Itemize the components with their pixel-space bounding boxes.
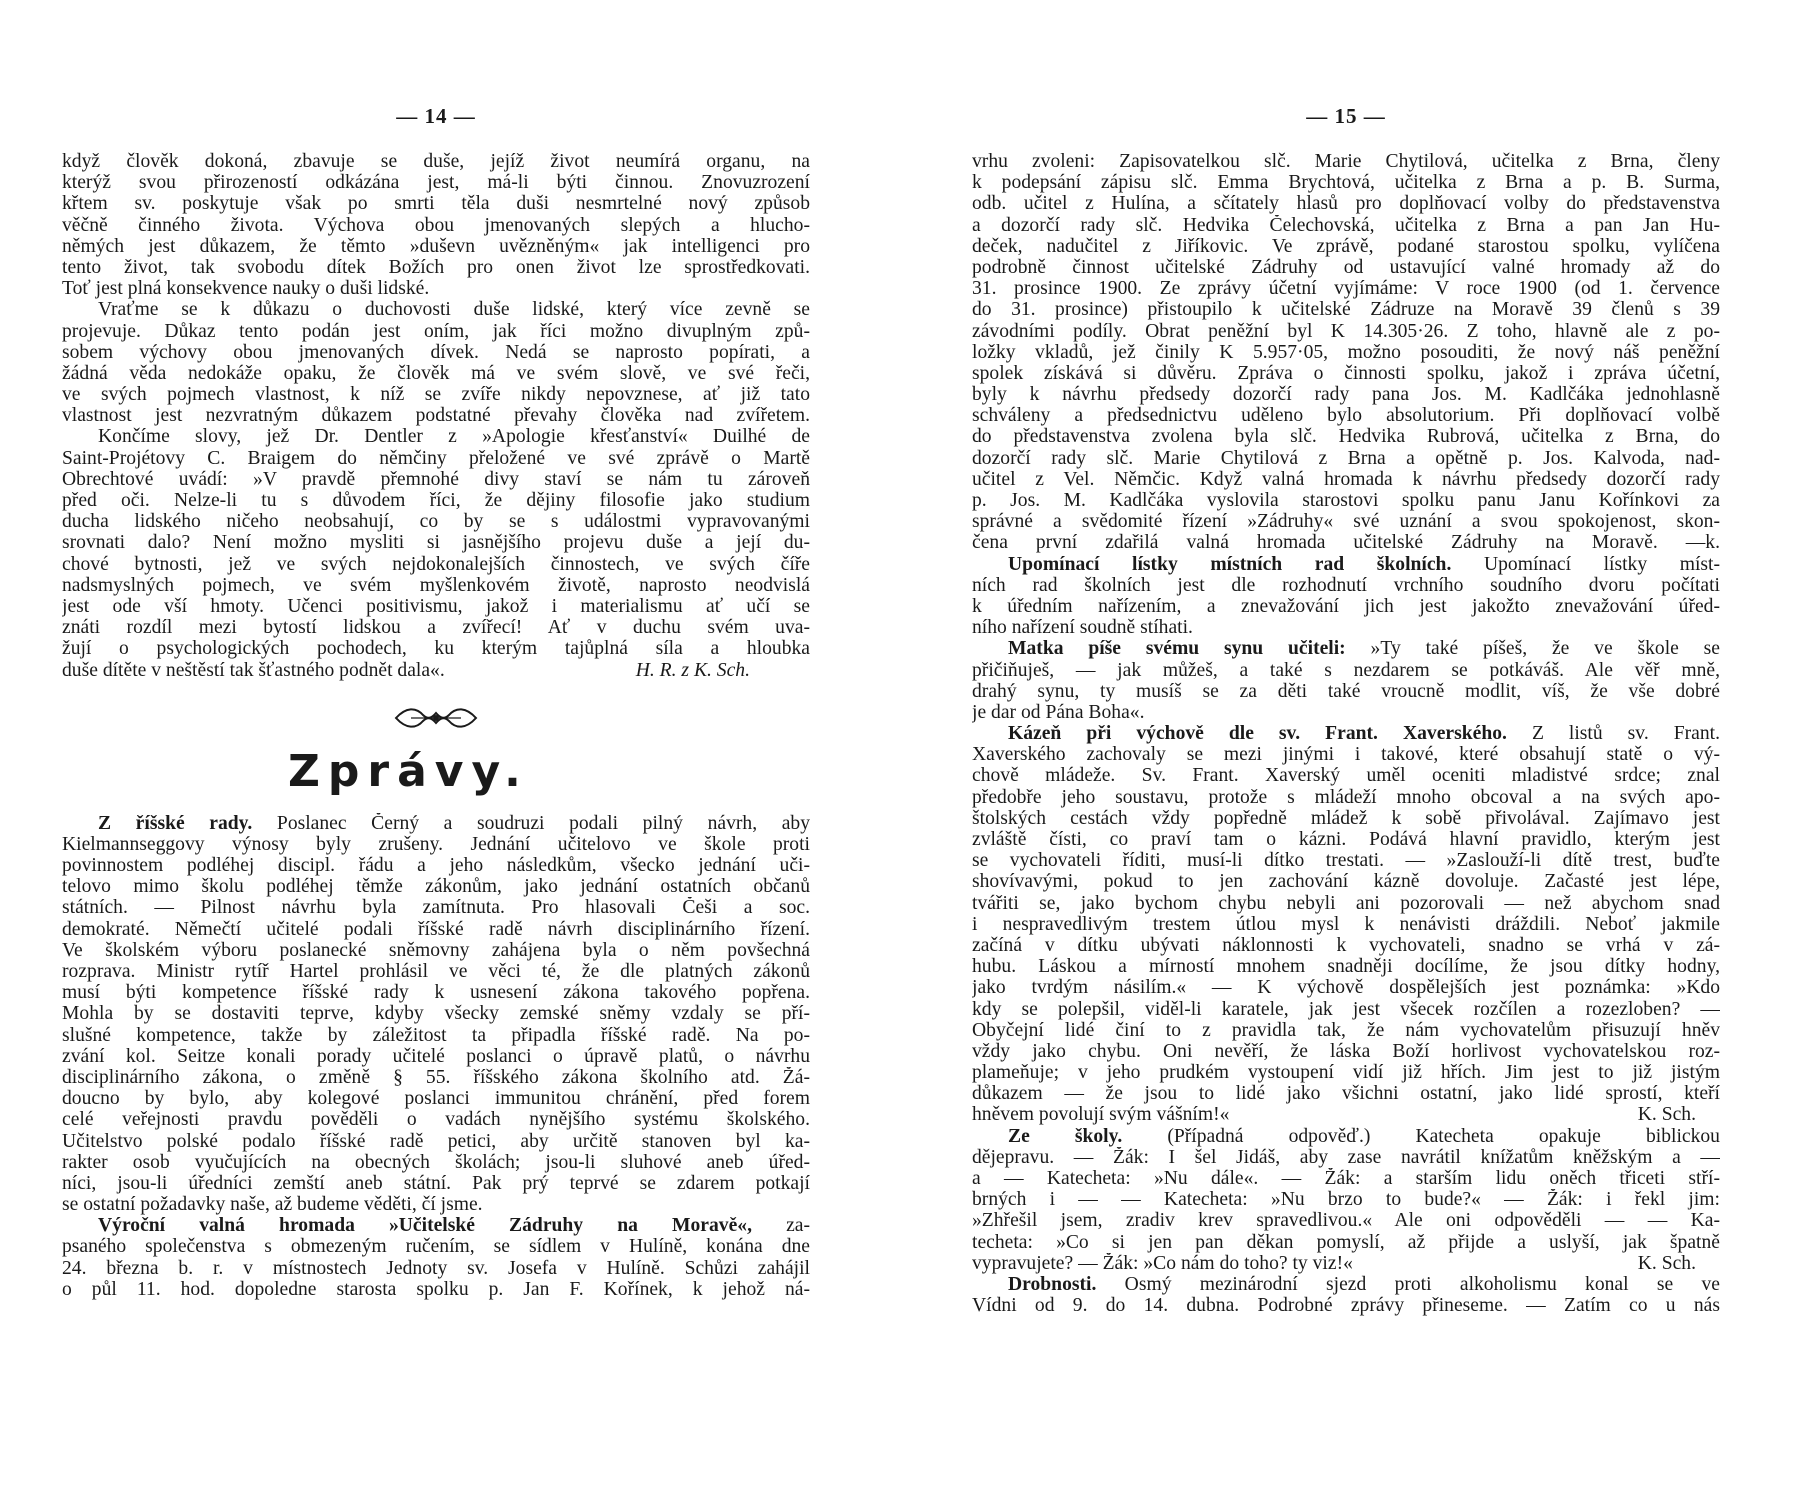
text-line: rozprava. Ministr rytíř Hartel prohlásil ve věci té, že dle platných zákonů bbox=[62, 961, 810, 982]
text-line: tvářiti se, jako bychom chybu nebyli ani pozorovali — než abychom snad bbox=[972, 892, 1720, 914]
text-line: tento život, tak svobodu dítek Božích pro onen život lze sprostředkovati. bbox=[62, 256, 810, 278]
page-number: — 14 — bbox=[396, 104, 476, 128]
text-line: kterýž svou přirozeností odkázána jest, má-li býti činnou. Znovuzrození bbox=[62, 172, 810, 194]
text-line: a dozorčí rady slč. Hedvika Čelechovská, učitelka z Brna a pan Jan Hu- bbox=[972, 214, 1720, 236]
text-line: před oči. Nelze-li tu s důvodem říci, že dějiny filosofie jako studium bbox=[62, 490, 810, 511]
author-signature: H. R. z K. Sch. bbox=[635, 659, 750, 681]
text-line: závodními podíly. Obrat peněžní byl K 14.305·26. Z toho, hlavně ale z po- bbox=[972, 320, 1720, 342]
news-column bbox=[62, 813, 810, 1300]
text-fragment: Z listů sv. Frant. bbox=[1531, 723, 1720, 745]
text-line: sobem výchovy obou jmenovaných dívek. Nedá se naprosto popírati, a bbox=[62, 341, 810, 363]
news-heading: Výroční valná hromada »Učitelské Zádruhy na Moravě«, bbox=[98, 1215, 752, 1237]
news-heading: Upomínací lístky místních rad školních. bbox=[1008, 553, 1452, 575]
text-line: telovo mimo školu podléhej těmže zákonům, jako jednání ostatních občanů bbox=[62, 876, 810, 898]
text-line: p. Jos. M. Kadlčáka vyslovila starostovi spolku panu Janu Kořínkovi za bbox=[972, 490, 1720, 511]
text-line: je dar od Pána Boha«. bbox=[972, 701, 1145, 723]
text-fragment: vypravujete? — Žák: »Co nám do toho? ty viz!« bbox=[972, 1252, 1353, 1274]
text-line: byly k návrhu předsedy dozorčí rady pana Jos. M. Kadlčáka jednohlasně bbox=[972, 384, 1720, 406]
text-line: i nespravedlivým trestem útlou mysl k nenávisti dráždili. Neboť jakmile bbox=[972, 913, 1720, 935]
text-line: deček, nadučitel z Jiříkovic. Ve zprávě, podané starostou spolku, vylíčena bbox=[972, 235, 1720, 257]
text-fragment: Osmý mezinárodní sjezd proti alkoholismu konal se ve bbox=[1124, 1273, 1720, 1295]
text-line: žádná věda nedokáže opaku, že člověk má ve svém slově, ve své řeči, bbox=[62, 362, 810, 384]
text-line: vlastnost jest nezvratným důkazem podstatné převahy člověka nad zvířetem. bbox=[62, 405, 810, 427]
text-line: povinnostem podléhej discipl. řádu a jeho následkům, všecko jednání uči- bbox=[62, 855, 810, 877]
text-line: věčně činného života. Výchova obou jmenovaných slepých a hlucho- bbox=[62, 214, 810, 236]
text-line: němých jest důkazem, že těmto »duševn uvězněným« jak intelligenci pro bbox=[62, 235, 810, 257]
text-line: do představenstva zvolena byla slč. Hedvika Rubrová, učitelka z Brna, do bbox=[972, 426, 1720, 448]
left-text-column bbox=[62, 151, 810, 681]
text-line: k úředním nařízením, a znevažování jich jest jakožto znevažování úřed- bbox=[972, 595, 1720, 617]
text-line: Xaverského zachovaly se mezi jinými i takové, které obsahují statě o vý- bbox=[972, 744, 1720, 766]
text-fragment: hněvem povolují svým vášním!« bbox=[972, 1104, 1230, 1126]
news-heading: Kázeň při výchově dle sv. Frant. Xaverského. bbox=[1008, 723, 1507, 745]
text-line: ložky vkladů, jež činily K 5.957·05, možno posouditi, že nový náš peněžní bbox=[972, 341, 1720, 363]
text-line: 24. března b. r. v místnostech Jednoty sv. Josefa v Hulíně. Schůzi zahájil bbox=[62, 1257, 810, 1279]
news-heading: Matka píše svému synu učiteli: bbox=[1008, 638, 1346, 660]
text-line: hubu. Láskou a mírností mnohem snadněji docílíme, že jsou dítky hodny, bbox=[972, 956, 1720, 978]
text-line: drahý synu, ty musíš se za děti také vroucně modlit, víš, že vše dobré bbox=[972, 680, 1720, 702]
text-fragment: Upomínací lístky míst- bbox=[1483, 553, 1720, 575]
text-line bbox=[972, 638, 1720, 659]
text-line: do 31. prosince) přistoupilo k učitelské Zádruze na Moravě 39 členů s 39 bbox=[972, 299, 1720, 321]
text-line: Vídni od 9. do 14. dubna. Podrobné zprávy přineseme. — Zatím co u nás bbox=[972, 1295, 1720, 1317]
ornament-divider bbox=[62, 703, 810, 733]
text-line: o půl 11. hod. dopoledne starosta spolku p. Jan F. Kořínek, k jehož ná- bbox=[62, 1278, 810, 1300]
text-line: důkazem — že jsou to lidé jako všichni ostatní, jako lidé sprostí, kteří bbox=[972, 1083, 1720, 1105]
text-line: se ostatní požadavky naše, až budeme věděti, čí jsme. bbox=[62, 1194, 483, 1216]
text-line: musí býti kompetence říšské rady k usnesení zákona takového popřena. bbox=[62, 982, 810, 1004]
text-line: žují o psychologických pochodech, ku kterým tajůplná síla a hloubka bbox=[62, 638, 810, 660]
text-line: schváleny a předsednictvu uděleno bylo absolutorium. Při doplňovací volbě bbox=[972, 405, 1720, 427]
page-number: — 15 — bbox=[1306, 104, 1386, 128]
text-line: rakter osob vyučujících na obecných školách; jsou-li sluhové aneb úřed- bbox=[62, 1151, 810, 1173]
text-line bbox=[62, 660, 810, 681]
text-line bbox=[972, 1274, 1720, 1295]
author-signature: K. Sch. bbox=[1637, 1104, 1696, 1126]
text-fragment: duše dítěte v neštěstí tak šťastného podnět dala«. bbox=[62, 659, 445, 681]
news-heading: Z říšské rady. bbox=[98, 812, 253, 834]
text-line: kdy se polepšil, viděl-li karatele, jak jest všecek rozčílen a rozezloben? — bbox=[972, 998, 1720, 1020]
text-line: Vraťme se k důkazu o duchovosti duše lidské, který více zevně se bbox=[98, 299, 810, 321]
text-line: zvání kol. Seitze konali porady učitelé poslanci o úpravě platů, o návrhu bbox=[62, 1045, 810, 1067]
text-line bbox=[62, 813, 810, 834]
text-line: podrobně činnost učitelské Zádruhy od ustavující valné hromady až do bbox=[972, 256, 1720, 278]
text-line: vrhu zvoleni: Zapisovatelkou slč. Marie Chytilová, učitelka z Brna, členy bbox=[972, 151, 1720, 172]
text-line: zvláště čísti, co praví tam o kázni. Podává hlavní pravidlo, kterým jest bbox=[972, 829, 1720, 850]
text-fragment: za- bbox=[786, 1215, 810, 1237]
text-line: a — Katecheta: »Nu dále«. — Žák: a starším lidu oněch třiceti stří- bbox=[972, 1168, 1720, 1189]
text-line: Saint-Projétovy C. Braigem do němčiny přeložené ve své zprávě o Martě bbox=[62, 447, 810, 469]
text-line: techeta: »Co si jen pan děkan pomyslí, až přijde a uslyší, jak špatně bbox=[972, 1231, 1720, 1253]
text-line: dějepravu. — Žák: I šel Jidáš, aby zase navrátil knížatům kněžským a — bbox=[972, 1146, 1720, 1168]
text-line: srovnati dalo? Není možno mysliti si jasnějšího projevu duše a její du- bbox=[62, 532, 810, 554]
text-line: brných i — — Katecheta: »Nu brzo to bude?« — Žák: i řekl jim: bbox=[972, 1189, 1720, 1211]
text-line: se vychovateli říditi, musí-li dítko trestati. — »Zaslouží-li dítě trest, buďte bbox=[972, 850, 1720, 872]
text-line: začíná v dítku ubývati náklonnosti k vychovateli, snadno se vrhá v zá- bbox=[972, 934, 1720, 956]
text-line: Kielmannseggovy výnosy byly zrušeny. Jednání učitelovo ve škole proti bbox=[62, 833, 810, 855]
text-line: nadsmyslných pojmech, ve svém myšlenkovém životě, naprosto neodvislá bbox=[62, 574, 810, 596]
text-line: Toť jest plná konsekvence nauky o duši lidské. bbox=[62, 278, 430, 300]
text-line bbox=[972, 554, 1720, 575]
text-line: předobře jeho soustavu, protože s mládeží mnoho obcoval a na svých apo- bbox=[972, 786, 1720, 808]
text-line: Ve školském výboru poslanecké sněmovny zahájena byla o něm povšechná bbox=[62, 939, 810, 961]
text-line: Končíme slovy, jež Dr. Dentler z »Apologie křesťanství« Duilhé de bbox=[98, 426, 810, 448]
text-line: disciplinárního zákona, o změně § 55. říšského zákona školního atd. Žá- bbox=[62, 1066, 810, 1088]
text-line: ducha lidského ničeho neobsahují, co by se s událostmi vypravovanými bbox=[62, 511, 810, 533]
text-line: Učitelstvo polské podalo říšské radě petici, aby určitě stanoven byl ka- bbox=[62, 1130, 810, 1152]
text-line: celé veřejnosti pravdu pověděli o vadách nynějšího systému školského. bbox=[62, 1109, 810, 1131]
text-line: psaného společenstva s obmezeným ručením, se sídlem v Hulíně, konána dne bbox=[62, 1236, 810, 1258]
text-line: Mohla by se dostaviti teprve, kdyby všecky zemské sněmy vzdaly se pří- bbox=[62, 1003, 810, 1025]
text-line bbox=[972, 1126, 1720, 1147]
text-line bbox=[972, 1104, 1720, 1125]
news-heading: Ze školy. bbox=[1008, 1125, 1123, 1147]
text-line: Obrechtové uvádí: »V pravdě přemnohé divy staví se nám tu zároveň bbox=[62, 468, 810, 490]
text-line: vždy jako chybu. Oni nevěří, že láska Boží horlivost vychovatelskou roz- bbox=[972, 1040, 1720, 1062]
text-line: chové bytnosti, jež ve svých nejdokonalejších činnostech, ve svých číře bbox=[62, 553, 810, 575]
text-line: odb. učitel z Hulína, a sčítately hlasů pro doplňovací volby do představenstva bbox=[972, 193, 1720, 215]
text-fragment: (Případná odpověď.) Katecheta opakuje biblickou bbox=[1167, 1125, 1720, 1147]
text-fragment: »Ty také píšeš, že ve škole se bbox=[1370, 638, 1720, 660]
section-title: Zprávy. bbox=[288, 745, 529, 797]
text-line bbox=[972, 1253, 1720, 1274]
text-line: když člověk dokoná, zbavuje se duše, jejíž život neumírá organu, na bbox=[62, 151, 810, 172]
text-line: dozorčí rady slč. Marie Chytilová z Brna a opětně p. Jos. Kalvoda, nad- bbox=[972, 447, 1720, 469]
text-line: jako tvrdým násilím.« — K výchově dospělejších jest poznámka: »Kdo bbox=[972, 977, 1720, 999]
text-line: 31. prosince 1900. Ze zprávy účetní vyjímáme: V roce 1900 (od 1. července bbox=[972, 278, 1720, 300]
text-line: správné a svědomité řízení »Zádruhy« své uznání a svou spokojenost, skon- bbox=[972, 511, 1720, 533]
text-line: spolek získává si důvěru. Zpráva o činnosti spolku, jakož i zpráva účetní, bbox=[972, 362, 1720, 384]
text-line: shovívavými, pokud to jen zachování kázně dovoluje. Začasté jest lépe, bbox=[972, 871, 1720, 893]
text-line: projevuje. Důkaz tento podán jest oním, jak říci možno divuplným způ- bbox=[62, 320, 810, 342]
text-line: Obyčejní lidé činí to z pravidla tak, že nám vychovatelům přisuzují hněv bbox=[972, 1019, 1720, 1041]
text-line: plameňuje; v jeho prudkém vystoupení vidí již hřích. Jim jest to již jistým bbox=[972, 1062, 1720, 1084]
text-line bbox=[972, 723, 1720, 744]
text-line: státních. — Pilnost návrhu byla zamítnuta. Pro hlasovali Češi a soc. bbox=[62, 897, 810, 919]
right-page bbox=[972, 0, 1720, 1316]
text-line: přičiňuješ, — jak můžeš, a také s nezdarem se potkáváš. Ale věř mně, bbox=[972, 659, 1720, 681]
text-line: znáti rozdíl mezi bytostí lidskou a zvířecí! Ať v duchu svém uva- bbox=[62, 617, 810, 639]
text-line: štolských cestách vždy popředně mládež k sobě přivolával. Zajímavo jest bbox=[972, 807, 1720, 829]
text-fragment: Poslanec Černý a soudruzi podali pilný návrh, aby bbox=[276, 812, 810, 834]
right-text-column bbox=[972, 151, 1720, 1316]
text-line: jest ode vší hmoty. Učenci positivismu, jakož i materialismu ať učí se bbox=[62, 595, 810, 617]
text-line: k podepsání zápisu slč. Emma Brychtová, učitelka z Brna a p. B. Surma, bbox=[972, 172, 1720, 194]
news-heading: Drobnosti. bbox=[1008, 1273, 1097, 1295]
text-line: demokraté. Němečtí učitelé podali říšské radě návrh disciplinárního řízení. bbox=[62, 918, 810, 940]
text-line: ního nařízení soudně stíhati. bbox=[972, 617, 1193, 639]
text-line: chově mládeže. Sv. Frant. Xaverský uměl oceniti mladistvé srdce; znal bbox=[972, 765, 1720, 787]
text-line: slušné kompetence, takže by záležitost ta připadla říšské radě. Na po- bbox=[62, 1024, 810, 1046]
text-line: ních rad školních jest dle rozhodnutí vrchního soudního dvoru počítati bbox=[972, 574, 1720, 596]
author-signature: K. Sch. bbox=[1637, 1252, 1696, 1274]
text-line: křtem sv. poskytuje však po smrti těla duši nesmrtelné nový způsob bbox=[62, 193, 810, 215]
text-line bbox=[62, 1215, 810, 1236]
text-line: »Zhřešil jsem, zradiv krev spravedlivou.« Ale oni odpověděli — — Ka- bbox=[972, 1210, 1720, 1232]
text-line: čena první zdařilá valná hromada učitelské Zádruhy na Moravě. —k. bbox=[972, 532, 1720, 554]
text-line: učitel z Vel. Němčic. Když valná hromada k návrhu předsedy dozorčí rady bbox=[972, 468, 1720, 490]
text-line: doucno by bylo, aby kolegové poslanci immunitou chránění, před forem bbox=[62, 1088, 810, 1110]
left-page bbox=[62, 0, 810, 1300]
text-line: níci, jsou-li úředníci zemští aneb státní. Pak prý teprvé se zdarem potkají bbox=[62, 1172, 810, 1194]
text-line: ve svých pojmech vlastnost, k níž se zvíře nikdy nepovznese, ať již tato bbox=[62, 384, 810, 406]
